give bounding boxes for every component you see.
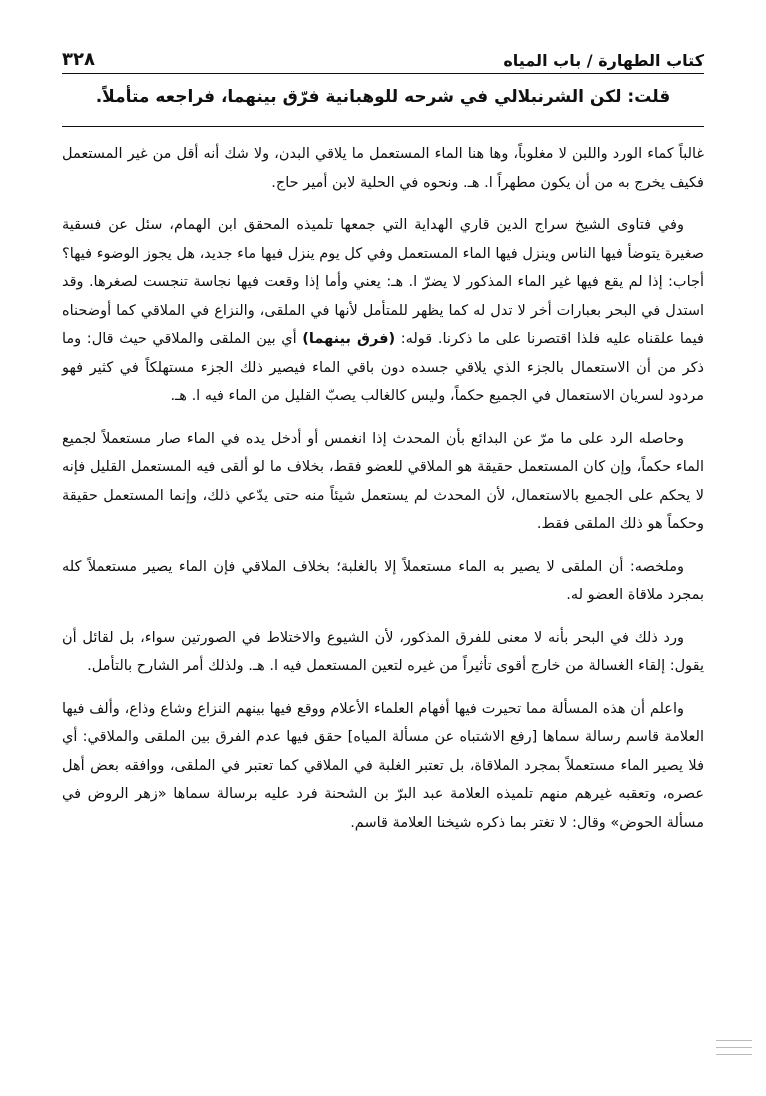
top-note: قلت: لكن الشرنبلالي في شرحه للوهبانية فرّق بينهما، فراجعه متأملاً. bbox=[95, 87, 671, 107]
page-number: ٣٢٨ bbox=[62, 49, 95, 70]
quoted-phrase: (فرق بينهما) bbox=[302, 331, 396, 347]
book-title: كتاب الطهارة / باب المياه bbox=[503, 51, 704, 70]
paragraph: وملخصه: أن الملقى لا يصير به الماء مستعملاً إلا بالغلبة؛ بخلاف الملاقي فإن الماء يصير مستعملاً كله بمجرد ملاقاة العضو له. bbox=[62, 558, 704, 603]
paragraph bbox=[62, 211, 704, 411]
edge-line bbox=[716, 1040, 752, 1041]
commentary-body bbox=[62, 140, 704, 851]
scan-edge-marks bbox=[716, 1040, 752, 1070]
paragraph-text: أي بين الملقى والملاقي حيث قال: وما ذكر من أن الاستعمال بالجزء الذي يلاقي جسده دون باقي الماء فيصير ذلك الجزء مستهلكاً في كثير فهو مردود لسريان الاستعمال في الجميع حكماً، وليس كالغالب يصبّ القليل من الماء فيه ا. هـ. bbox=[62, 331, 704, 404]
paragraph-text: وفي فتاوى الشيخ سراج الدين قاري الهداية التي جمعها تلميذه المحقق ابن الهمام، سئل عن فسقية صغيرة يتوضأ فيها الناس وينزل فيها الماء المستعمل وفي كل يوم ينزل فيها ماء جديد، هل يجوز الوضوء فيها؟ أجاب: إذا لم يقع فيها غير الماء المذكور لا يضرّ ا. هـ: يعني وأما إذا وقعت فيها نجاسة تنجست لصغرها. وقد استدل في البحر بعبارات أخر لا تدل له كما يظهر للمتأمل لأنها في الملقى، والنزاع في الملاقي كما أوضحناه فيما علقناه عليه فلذا اقتصرنا على ما ذكرنا. قوله: bbox=[62, 217, 704, 347]
paragraph: وحاصله الرد على ما مرّ عن البدائع بأن المحدث إذا انغمس أو أدخل يده في الماء صار مستعملاً لجميع الماء حكماً، وإن كان المستعمل حقيقة هو الملاقي للعضو فقط، بخلاف ما لو ألقى فيه المستعمل القليل فإنه لا يحكم على الجميع بالاستعمال، لأن المحدث لم يستعمل شيئاً منه حتى يدّعي ذلك، وإنما المستعمل حقيقة وحكماً هو ذلك الملقى فقط. bbox=[62, 430, 704, 532]
header-rule bbox=[62, 73, 704, 74]
note-separator-rule bbox=[62, 126, 704, 127]
paragraph: غالباً كماء الورد واللبن لا مغلوباً، وها هنا الماء المستعمل ما يلاقي البدن، ولا شك أنه أقل من غير المستعمل فكيف يخرج به من أن يكون مطهراً ا. هـ. ونحوه في الحلية لابن أمير حاج. bbox=[62, 146, 704, 191]
edge-line bbox=[716, 1047, 752, 1048]
running-header bbox=[62, 40, 704, 70]
edge-line bbox=[716, 1054, 752, 1055]
paragraph: ورد ذلك في البحر بأنه لا معنى للفرق المذكور، لأن الشيوع والاختلاط في الصورتين سواء، بل لقائل أن يقول: إلقاء الغسالة من خارج أقوى تأثيراً من غيره لتعين المستعمل فيه ا. هـ. ولذلك أمر الشارح بالتأمل. bbox=[62, 629, 704, 674]
paragraph: واعلم أن هذه المسألة مما تحيرت فيها أفهام العلماء الأعلام ووقع فيها بينهم النزاع وشاع وذاع، وألف فيها العلامة قاسم رسالة سماها [رفع الاشتباه عن مسألة المياه] حقق فيها عدم الفرق بين الملقى والملاقي: أي فلا يصير الماء مستعملاً بمجرد الملاقاة، بل تعتبر الغلبة في الملاقي كما تعتبر في الملقى، ووافقه بعض أهل عصره، وتعقبه غيرهم منهم تلميذه العلامة عبد البرّ بن الشحنة فرد عليه برسالة سماها «زهر الروض في مسألة الحوض» وقال: لا تغتر بما ذكره شيخنا العلامة قاسم. bbox=[62, 700, 704, 831]
